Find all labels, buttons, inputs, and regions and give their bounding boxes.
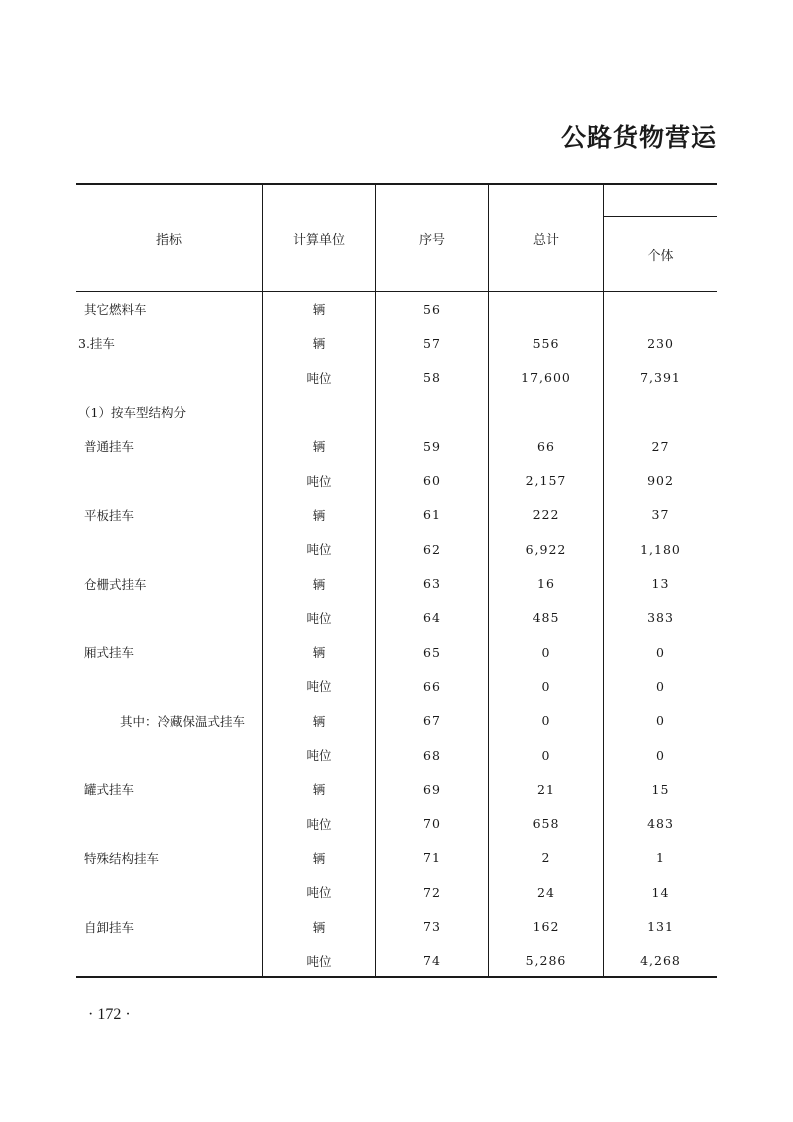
table-row xyxy=(76,429,717,463)
row-seq: 63 xyxy=(423,576,441,592)
row-total xyxy=(489,395,603,429)
table-row xyxy=(76,909,717,943)
header-individual: 个体 xyxy=(647,248,674,264)
table-row xyxy=(76,669,717,703)
row-unit: 辆 xyxy=(312,302,326,318)
row-unit: 吨位 xyxy=(306,748,332,764)
table-row xyxy=(76,395,717,429)
row-indicator: 3.挂车 xyxy=(78,336,115,352)
table-row xyxy=(76,875,717,909)
table-row xyxy=(76,532,717,566)
row-unit: 辆 xyxy=(312,713,326,729)
header-total: 总计 xyxy=(532,232,559,248)
table-row xyxy=(76,292,717,326)
row-total: 24 xyxy=(537,884,555,900)
row-indicator: 特殊结构挂车 xyxy=(84,850,160,866)
row-individual xyxy=(604,395,717,429)
table-row xyxy=(76,841,717,875)
row-indicator xyxy=(76,738,264,772)
table-row xyxy=(76,326,717,360)
row-unit xyxy=(263,395,375,429)
row-total: 66 xyxy=(537,438,555,454)
row-individual: 27 xyxy=(651,438,670,454)
table-row xyxy=(76,464,717,498)
table-row xyxy=(76,635,717,669)
row-individual: 0 xyxy=(656,713,665,729)
row-individual: 0 xyxy=(656,747,665,763)
row-individual: 0 xyxy=(656,644,665,660)
row-total: 0 xyxy=(541,678,551,694)
row-seq: 62 xyxy=(423,541,441,557)
row-unit: 辆 xyxy=(312,336,326,352)
header-seq: 序号 xyxy=(418,232,445,248)
row-indicator xyxy=(76,601,264,635)
row-indicator xyxy=(76,807,264,841)
header-top-right xyxy=(604,185,717,216)
table-row xyxy=(76,738,717,772)
row-seq: 70 xyxy=(423,816,441,832)
row-seq: 56 xyxy=(423,301,441,317)
row-indicator xyxy=(76,532,264,566)
row-individual: 1 xyxy=(656,850,665,866)
row-indicator xyxy=(76,669,264,703)
row-individual: 483 xyxy=(647,816,674,832)
row-unit: 吨位 xyxy=(306,953,332,969)
row-unit: 吨位 xyxy=(306,370,332,386)
row-unit: 辆 xyxy=(312,850,326,866)
table-row xyxy=(76,704,717,738)
column-divider xyxy=(262,185,263,977)
row-seq: 64 xyxy=(423,610,441,626)
table-row xyxy=(76,944,717,978)
row-seq: 69 xyxy=(423,781,441,797)
row-total: 162 xyxy=(532,919,560,935)
table-row xyxy=(76,566,717,600)
row-unit: 辆 xyxy=(312,439,326,455)
row-indicator: 平板挂车 xyxy=(84,507,135,523)
page-title: 公路货物营运 xyxy=(560,123,717,152)
row-individual: 14 xyxy=(651,884,670,900)
row-unit: 吨位 xyxy=(306,610,332,626)
row-unit: 吨位 xyxy=(306,473,332,489)
row-seq: 72 xyxy=(423,884,441,900)
header-sub-rule xyxy=(604,216,717,217)
row-individual: 13 xyxy=(651,576,670,592)
row-individual: 15 xyxy=(651,781,670,797)
row-seq: 58 xyxy=(423,370,441,386)
row-seq: 61 xyxy=(423,507,441,523)
row-total: 2,157 xyxy=(525,473,567,489)
row-indicator xyxy=(76,464,264,498)
row-total: 658 xyxy=(532,816,560,832)
row-seq: 66 xyxy=(423,678,441,694)
header-unit: 计算单位 xyxy=(292,232,345,248)
row-seq: 71 xyxy=(423,850,441,866)
row-total: 556 xyxy=(532,335,560,351)
row-individual: 0 xyxy=(656,678,665,694)
table-row xyxy=(76,498,717,532)
row-total: 21 xyxy=(537,781,555,797)
table-header xyxy=(76,185,717,292)
table-row xyxy=(76,361,717,395)
table-row xyxy=(76,807,717,841)
row-total: 485 xyxy=(532,610,560,626)
row-indicator xyxy=(76,875,264,909)
row-unit: 辆 xyxy=(312,507,326,523)
row-indicator: 其它燃料车 xyxy=(84,302,147,318)
row-indicator: 厢式挂车 xyxy=(84,645,135,661)
row-unit: 吨位 xyxy=(306,542,332,558)
column-divider xyxy=(488,185,489,977)
column-divider xyxy=(375,185,376,977)
row-indicator: 普通挂车 xyxy=(84,439,135,455)
row-unit: 吨位 xyxy=(306,679,332,695)
row-seq: 59 xyxy=(423,438,441,454)
page-number: · 172 · xyxy=(88,1006,131,1023)
header-indicator: 指标 xyxy=(155,232,182,248)
row-individual xyxy=(604,292,717,326)
row-indicator xyxy=(76,361,264,395)
row-unit: 辆 xyxy=(312,576,326,592)
row-seq xyxy=(376,395,488,429)
row-indicator: （1）按车型结构分 xyxy=(78,405,186,421)
row-individual: 4,268 xyxy=(640,953,681,969)
row-indicator xyxy=(76,944,264,978)
row-seq: 60 xyxy=(423,473,441,489)
row-seq: 57 xyxy=(423,335,441,351)
row-total: 0 xyxy=(541,644,551,660)
row-total xyxy=(489,292,603,326)
row-total: 5,286 xyxy=(525,953,567,969)
row-individual: 7,391 xyxy=(640,370,681,386)
row-unit: 辆 xyxy=(312,645,326,661)
row-individual: 230 xyxy=(647,335,674,351)
row-indicator: 仓栅式挂车 xyxy=(84,576,147,592)
row-indicator: 自卸挂车 xyxy=(84,919,135,935)
column-divider xyxy=(603,185,604,977)
row-seq: 74 xyxy=(423,953,441,969)
row-individual: 902 xyxy=(647,473,674,489)
row-unit: 吨位 xyxy=(306,816,332,832)
row-seq: 68 xyxy=(423,747,441,763)
row-unit: 辆 xyxy=(312,919,326,935)
row-indicator: 罐式挂车 xyxy=(84,782,135,798)
row-seq: 73 xyxy=(423,919,441,935)
row-total: 16 xyxy=(537,576,555,592)
row-total: 6,922 xyxy=(525,541,567,557)
table-row xyxy=(76,772,717,806)
row-total: 2 xyxy=(541,850,551,866)
row-total: 222 xyxy=(532,507,560,523)
row-unit: 辆 xyxy=(312,782,326,798)
row-individual: 37 xyxy=(651,507,670,523)
row-individual: 131 xyxy=(647,919,674,935)
row-individual: 1,180 xyxy=(640,541,681,557)
row-indicator: 其中：冷藏保温式挂车 xyxy=(120,713,246,729)
row-seq: 65 xyxy=(423,644,441,660)
row-unit: 吨位 xyxy=(306,885,332,901)
row-total: 0 xyxy=(541,713,551,729)
table-row xyxy=(76,601,717,635)
table-bottom-rule xyxy=(76,976,717,978)
row-total: 17,600 xyxy=(521,370,571,386)
row-total: 0 xyxy=(541,747,551,763)
row-seq: 67 xyxy=(423,713,441,729)
row-individual: 383 xyxy=(647,610,674,626)
